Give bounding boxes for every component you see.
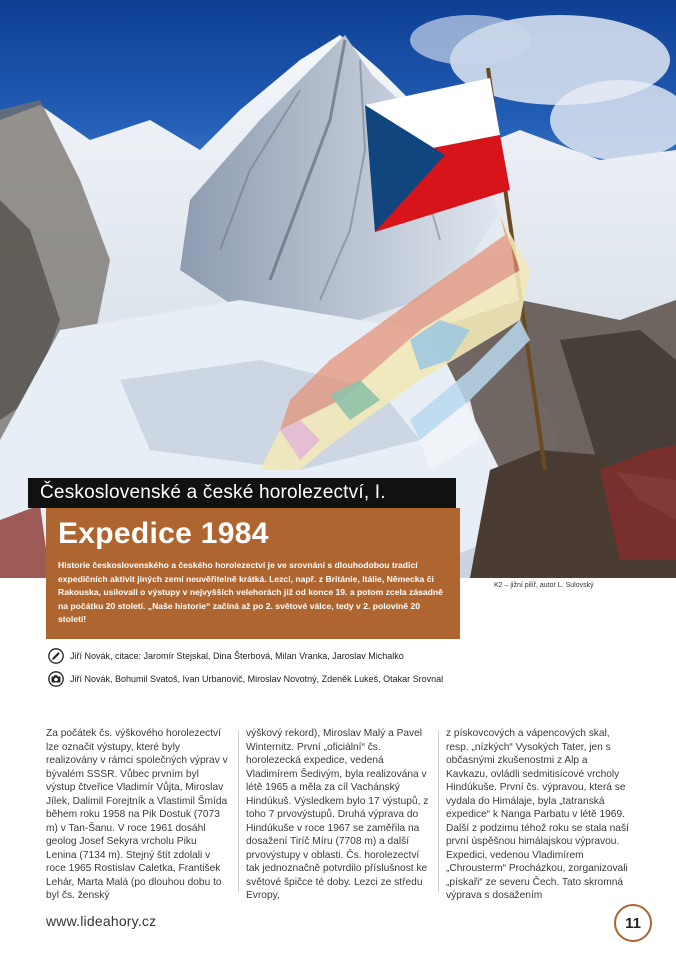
page-number: 11 [614, 904, 652, 942]
camera-icon [48, 671, 64, 687]
series-title: Československé a české horolezectví, I. [40, 482, 386, 503]
body-column-2 [246, 727, 430, 903]
series-banner [28, 478, 456, 508]
photo-credit-text: Jiří Novák, Bohumil Svatoš, Ivan Urbanovič, Miroslav Novotný, Zdeněk Lukeš, Otakar Srovnal [70, 674, 444, 684]
footer-website-link[interactable]: www.lideahory.cz [46, 913, 157, 929]
pencil-icon [48, 648, 64, 664]
body-text-col2: výškový rekord), Miroslav Malý a Pavel Winternitz. První „oficiální“ čs. horolezecká expedice, vedená Vladimírem Šedivým, byla realizována v létě 1965 a měla za cíl Vachánský Hindúkuš. Výsledkem bylo 17 výstupů, z toho 7 prvovýstupů. Druhá výprava do Hindúkuše v roce 1967 se zaměřila na dosažení Tiríč Míru (7708 m) a další prvovýstupy v oblasti. Čs. horolezectví tak jednoznačně potvrdilo příslušnost ke světové špičce té doby. Lezci ze středu Evropy, [246, 728, 429, 901]
article-title: Expedice 1984 [58, 517, 269, 550]
author-text: Jiří Novák, citace: Jaromír Stejskal, Dina Šterbová, Milan Vranka, Jaroslav Michalko [70, 651, 404, 661]
body-text-col1: Za počátek čs. výškového horolezectví lze označit výstupy, které byly realizovány v rámci společných výprav v bývalém SSSR. Vůbec prvním byl výstup čtveřice Vladimír Vůjta, Miroslav Jílek, Dalimil Forejtník a Vlastimil Šmída během roku 1958 na Pik Dostuk (7073 m) v Tan-Šanu. V roce 1961 dosáhl geolog Josef Sekyra vrcholu Piku Lenina (7134 m). Stejný štít zdolali v roce 1965 Rostislav Caletka, František Lehár, Marta Malá (po dlouhou dobu to byl čs. ženský [46, 728, 228, 901]
photo-credit [48, 669, 443, 689]
column-divider [238, 730, 239, 892]
title-box [46, 508, 460, 639]
photo-caption: K2 – jižní pilíř, autor L. Sulovský [494, 582, 594, 589]
body-column-3 [446, 727, 630, 903]
author-credit [48, 646, 404, 666]
body-text-col3: z pískovcových a vápencových skal, resp. „nízkých“ Vysokých Tater, jen s občasnými zkušenostmi z Alp a Kavkazu, ovládli sedmitisícové vrcholy Hindúkuše. První čs. výpravou, která se vydala do Himálaje, byla „tatranská expedice“ k Nanga Parbatu v létě 1969. Další z podzimu téhož roku se stala naší první úspěšnou himálajskou výpravou. Expedici, vedenou Vladimírem „Chrousterm“ Procházkou, zorganizovali „pískaři“ ze severu Čech. Tato skromná výprava s dosažením [446, 728, 629, 901]
column-divider [438, 730, 439, 892]
lead-paragraph: Historie československého a českého horolezectví je ve srovnání s dlouhodobou tradicí expedičních aktivit jiných zemí neuvěřitelně krátká. Lezci, např. z Británie, Itálie, Německa či Rakouska, usilovali o výstupy v nejvyšších velehorách již od konce 19. a potom zcela zásadně na počátku 20 století. „Naše historie“ začíná až po 2. světové válce, tedy v 2. polovině 20 století! [58, 560, 443, 625]
body-column-1 [46, 727, 230, 903]
